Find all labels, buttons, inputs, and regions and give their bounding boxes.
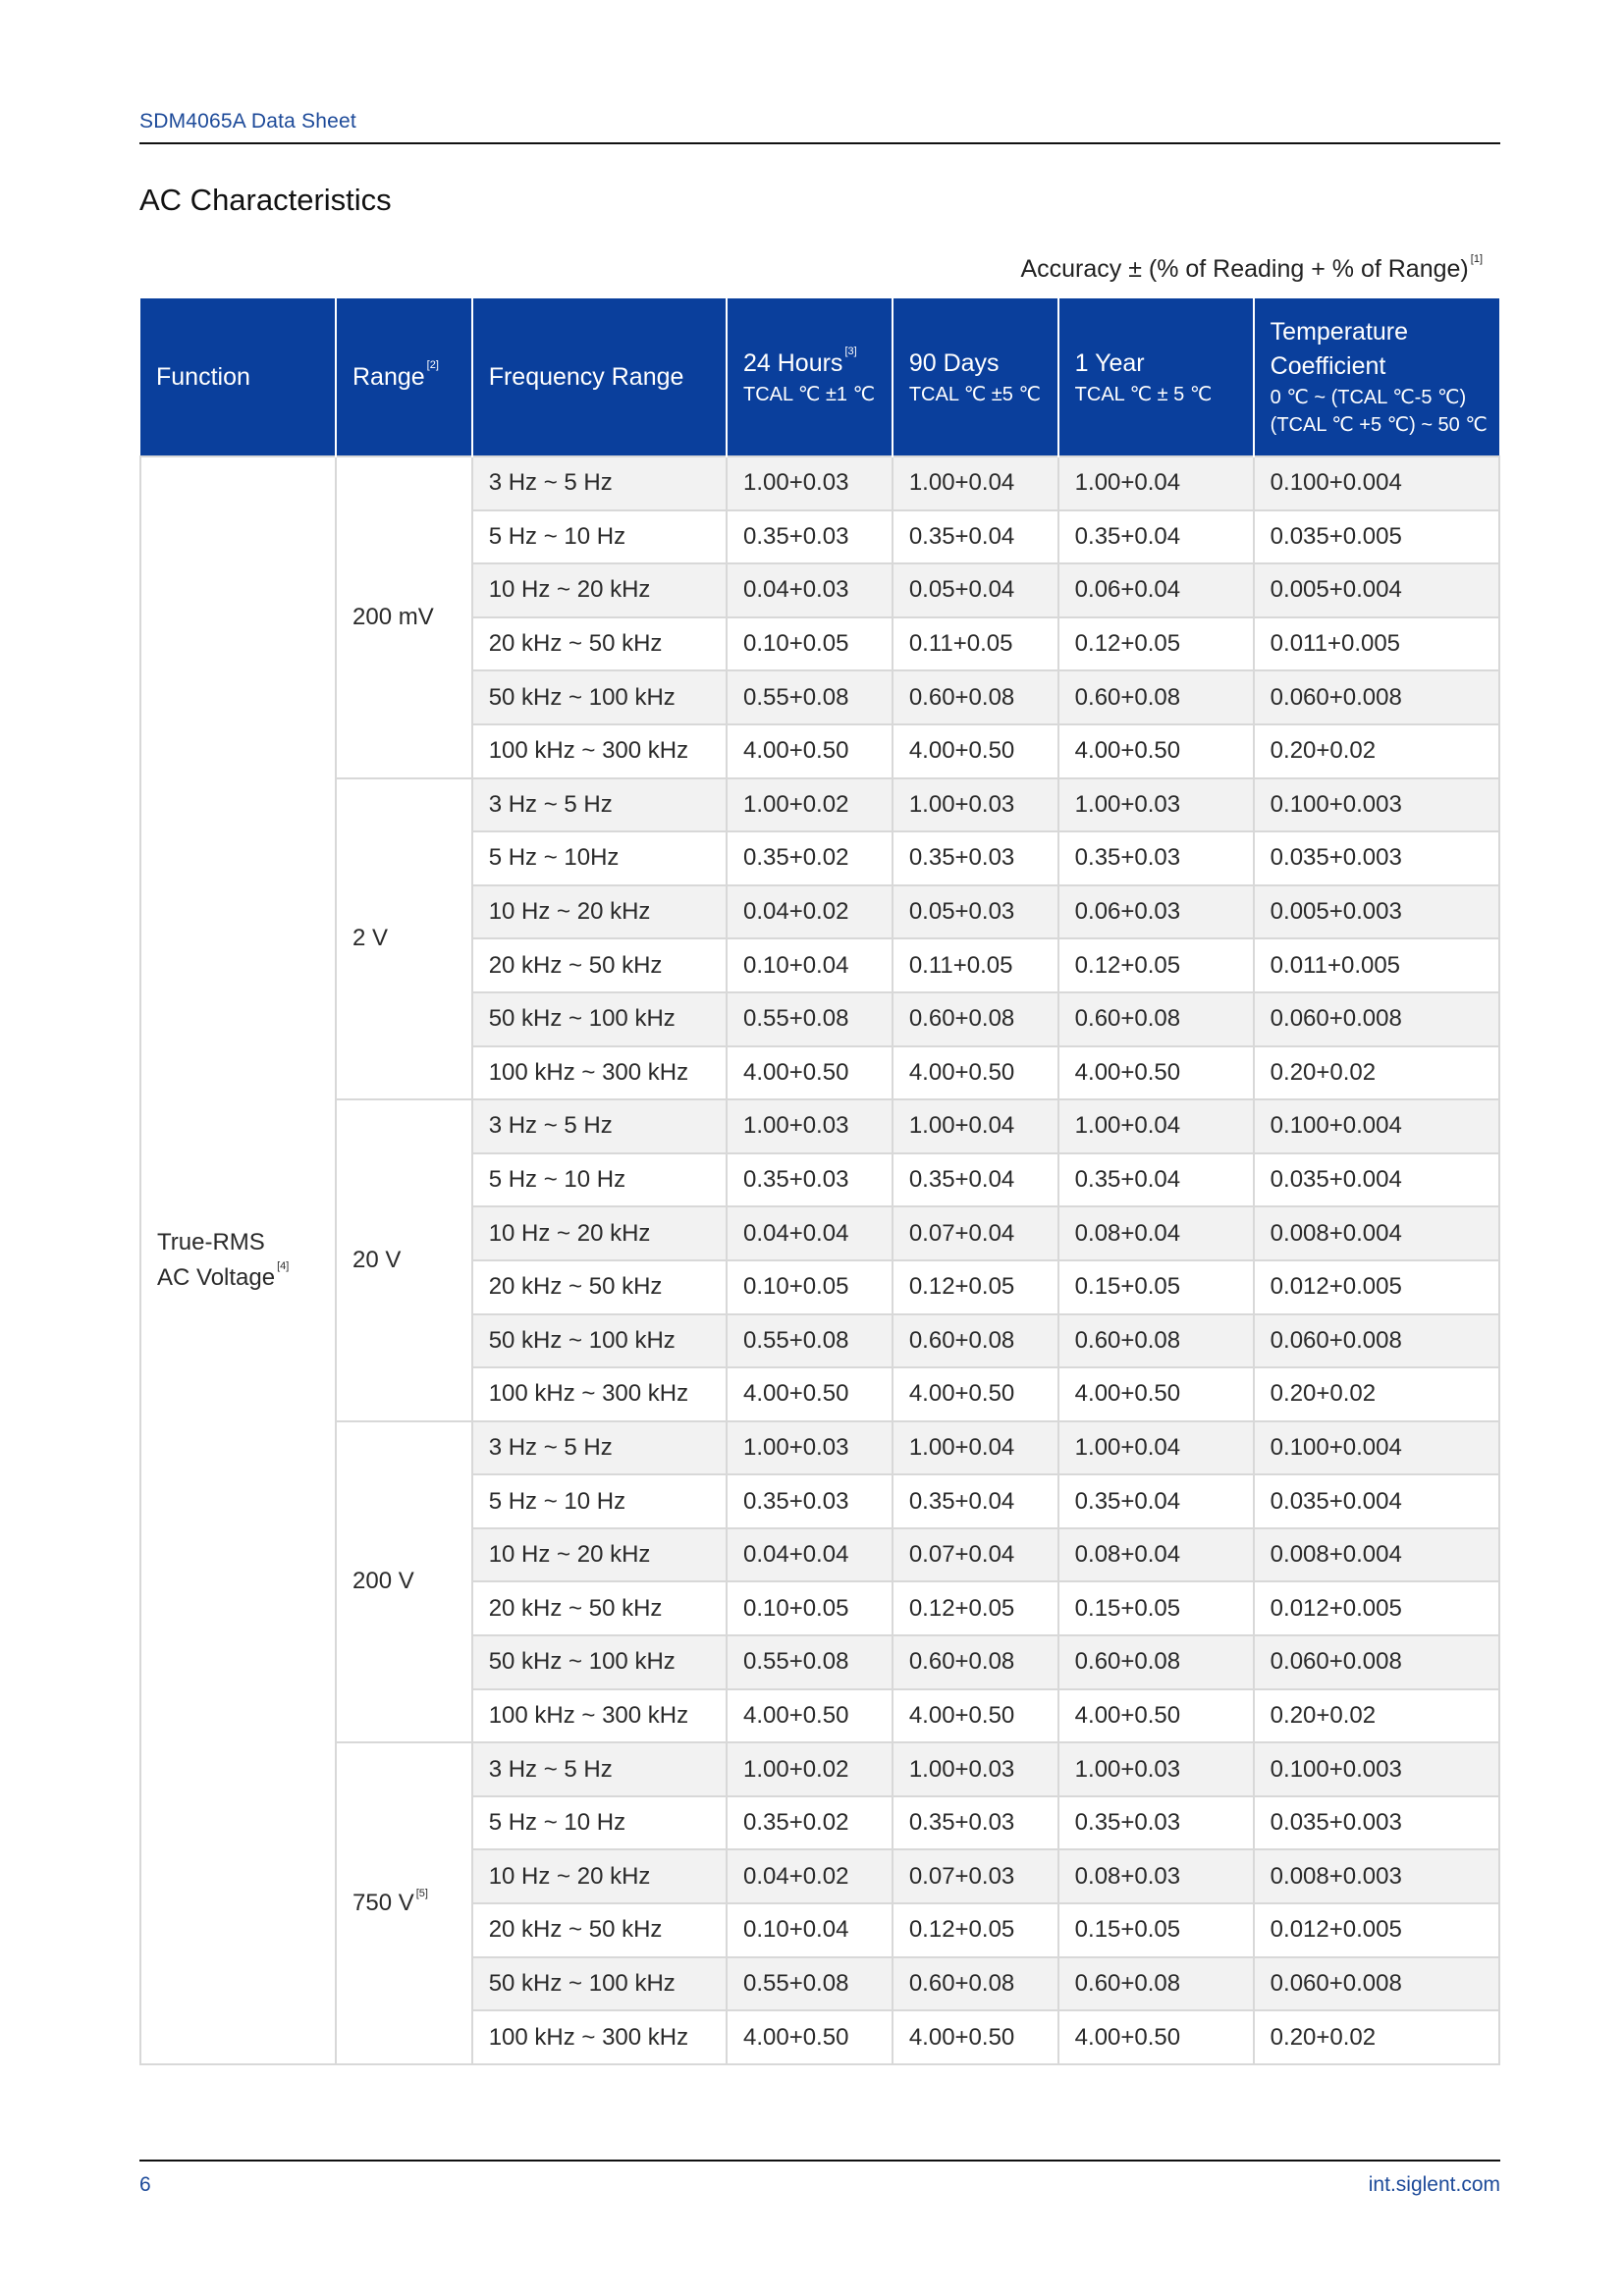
accuracy-1y-cell: 0.15+0.05 xyxy=(1058,1260,1254,1314)
temp-coefficient-cell: 0.100+0.003 xyxy=(1254,778,1499,832)
accuracy-90d-cell: 1.00+0.04 xyxy=(893,1099,1058,1153)
temp-coefficient-cell: 0.060+0.008 xyxy=(1254,1957,1499,2011)
table-row xyxy=(140,1742,1499,1796)
document-header-title: SDM4065A Data Sheet xyxy=(139,110,356,133)
temp-coefficient-cell: 0.20+0.02 xyxy=(1254,1046,1499,1100)
accuracy-24h-cell: 0.04+0.04 xyxy=(727,1206,893,1260)
accuracy-1y-cell: 0.35+0.04 xyxy=(1058,1153,1254,1207)
frequency-range-cell: 5 Hz ~ 10 Hz xyxy=(472,1796,727,1850)
accuracy-90d-cell: 0.35+0.04 xyxy=(893,1153,1058,1207)
accuracy-1y-cell: 0.35+0.03 xyxy=(1058,1796,1254,1850)
temp-coefficient-cell: 0.060+0.008 xyxy=(1254,670,1499,724)
range-label: 2 V xyxy=(352,925,389,952)
frequency-range-cell: 5 Hz ~ 10 Hz xyxy=(472,1474,727,1528)
accuracy-24h-cell: 0.35+0.03 xyxy=(727,1474,893,1528)
temp-coefficient-cell: 0.100+0.004 xyxy=(1254,456,1499,510)
accuracy-1y-cell: 1.00+0.03 xyxy=(1058,778,1254,832)
header-label: Frequency Range xyxy=(488,362,684,391)
frequency-range-cell: 50 kHz ~ 100 kHz xyxy=(472,1957,727,2011)
accuracy-24h-cell: 4.00+0.50 xyxy=(727,2010,893,2064)
accuracy-90d-cell: 0.35+0.04 xyxy=(893,510,1058,564)
accuracy-90d-cell: 0.60+0.08 xyxy=(893,1635,1058,1689)
footer-website: int.siglent.com xyxy=(1368,2173,1500,2196)
accuracy-1y-cell: 0.06+0.03 xyxy=(1058,885,1254,939)
accuracy-1y-cell: 0.15+0.05 xyxy=(1058,1581,1254,1635)
accuracy-90d-cell: 0.60+0.08 xyxy=(893,1314,1058,1368)
header-90-days xyxy=(893,298,1058,456)
accuracy-24h-cell: 0.04+0.02 xyxy=(727,1849,893,1903)
accuracy-90d-cell: 0.12+0.05 xyxy=(893,1260,1058,1314)
temp-coefficient-cell: 0.012+0.005 xyxy=(1254,1903,1499,1957)
temp-coefficient-cell: 0.100+0.003 xyxy=(1254,1742,1499,1796)
accuracy-1y-cell: 0.08+0.04 xyxy=(1058,1206,1254,1260)
accuracy-90d-cell: 0.60+0.08 xyxy=(893,992,1058,1046)
range-cell xyxy=(336,456,472,778)
frequency-range-cell: 10 Hz ~ 20 kHz xyxy=(472,1206,727,1260)
frequency-range-cell: 20 kHz ~ 50 kHz xyxy=(472,617,727,671)
header-function xyxy=(140,298,336,456)
range-cell xyxy=(336,1742,472,2064)
range-cell xyxy=(336,778,472,1100)
frequency-range-cell: 50 kHz ~ 100 kHz xyxy=(472,1635,727,1689)
frequency-range-cell: 50 kHz ~ 100 kHz xyxy=(472,992,727,1046)
accuracy-24h-cell: 0.55+0.08 xyxy=(727,1314,893,1368)
accuracy-1y-cell: 0.60+0.08 xyxy=(1058,1314,1254,1368)
frequency-range-cell: 50 kHz ~ 100 kHz xyxy=(472,670,727,724)
accuracy-24h-cell: 0.55+0.08 xyxy=(727,992,893,1046)
frequency-range-cell: 100 kHz ~ 300 kHz xyxy=(472,1046,727,1100)
accuracy-note-footnote: [1] xyxy=(1470,253,1483,265)
accuracy-90d-cell: 0.05+0.04 xyxy=(893,563,1058,617)
accuracy-24h-cell: 4.00+0.50 xyxy=(727,724,893,778)
accuracy-24h-cell: 0.10+0.04 xyxy=(727,938,893,992)
temp-coefficient-cell: 0.20+0.02 xyxy=(1254,1367,1499,1421)
accuracy-1y-cell: 4.00+0.50 xyxy=(1058,2010,1254,2064)
accuracy-24h-cell: 0.10+0.05 xyxy=(727,1260,893,1314)
accuracy-24h-cell: 0.04+0.04 xyxy=(727,1528,893,1582)
accuracy-24h-cell: 4.00+0.50 xyxy=(727,1367,893,1421)
accuracy-24h-cell: 0.10+0.04 xyxy=(727,1903,893,1957)
frequency-range-cell: 10 Hz ~ 20 kHz xyxy=(472,563,727,617)
header-temperature-coefficient xyxy=(1254,298,1499,456)
frequency-range-cell: 5 Hz ~ 10 Hz xyxy=(472,510,727,564)
accuracy-90d-cell: 0.11+0.05 xyxy=(893,617,1058,671)
accuracy-1y-cell: 4.00+0.50 xyxy=(1058,724,1254,778)
temp-coefficient-cell: 0.005+0.003 xyxy=(1254,885,1499,939)
accuracy-90d-cell: 1.00+0.03 xyxy=(893,778,1058,832)
temp-coefficient-cell: 0.060+0.008 xyxy=(1254,1635,1499,1689)
header-24-hours xyxy=(727,298,893,456)
temp-coefficient-cell: 0.005+0.004 xyxy=(1254,563,1499,617)
header-divider xyxy=(139,142,1500,144)
accuracy-24h-cell: 1.00+0.03 xyxy=(727,1099,893,1153)
range-label: 750 V xyxy=(352,1890,414,1917)
frequency-range-cell: 50 kHz ~ 100 kHz xyxy=(472,1314,727,1368)
ac-characteristics-table xyxy=(139,298,1500,2065)
function-label-line1: True-RMS xyxy=(157,1228,265,1255)
accuracy-90d-cell: 4.00+0.50 xyxy=(893,1046,1058,1100)
table-body xyxy=(140,456,1499,2064)
header-label: 1 Year xyxy=(1074,348,1145,377)
function-footnote: [4] xyxy=(277,1259,290,1272)
frequency-range-cell: 100 kHz ~ 300 kHz xyxy=(472,724,727,778)
temp-coefficient-cell: 0.060+0.008 xyxy=(1254,1314,1499,1368)
temp-coefficient-cell: 0.035+0.003 xyxy=(1254,831,1499,885)
accuracy-90d-cell: 0.12+0.05 xyxy=(893,1581,1058,1635)
header-frequency-range xyxy=(472,298,727,456)
accuracy-note xyxy=(1020,255,1483,284)
accuracy-1y-cell: 0.12+0.05 xyxy=(1058,938,1254,992)
frequency-range-cell: 10 Hz ~ 20 kHz xyxy=(472,1528,727,1582)
frequency-range-cell: 5 Hz ~ 10 Hz xyxy=(472,1153,727,1207)
temp-coefficient-cell: 0.20+0.02 xyxy=(1254,1689,1499,1743)
accuracy-90d-cell: 0.07+0.03 xyxy=(893,1849,1058,1903)
frequency-range-cell: 100 kHz ~ 300 kHz xyxy=(472,1367,727,1421)
accuracy-24h-cell: 1.00+0.03 xyxy=(727,1421,893,1475)
temp-coefficient-cell: 0.100+0.004 xyxy=(1254,1421,1499,1475)
section-title: AC Characteristics xyxy=(139,183,392,217)
accuracy-24h-cell: 0.10+0.05 xyxy=(727,1581,893,1635)
frequency-range-cell: 5 Hz ~ 10Hz xyxy=(472,831,727,885)
accuracy-24h-cell: 1.00+0.03 xyxy=(727,456,893,510)
range-cell xyxy=(336,1099,472,1421)
frequency-range-cell: 20 kHz ~ 50 kHz xyxy=(472,938,727,992)
temp-coefficient-cell: 0.20+0.02 xyxy=(1254,2010,1499,2064)
accuracy-1y-cell: 4.00+0.50 xyxy=(1058,1046,1254,1100)
range-label: 200 V xyxy=(352,1568,414,1595)
footer-divider xyxy=(139,2160,1500,2162)
accuracy-1y-cell: 0.35+0.04 xyxy=(1058,510,1254,564)
frequency-range-cell: 100 kHz ~ 300 kHz xyxy=(472,1689,727,1743)
accuracy-1y-cell: 0.08+0.04 xyxy=(1058,1528,1254,1582)
accuracy-note-text: Accuracy ± (% of Reading + % of Range) xyxy=(1020,255,1469,283)
accuracy-1y-cell: 0.60+0.08 xyxy=(1058,670,1254,724)
page-number: 6 xyxy=(139,2173,151,2196)
accuracy-90d-cell: 1.00+0.04 xyxy=(893,456,1058,510)
accuracy-1y-cell: 1.00+0.03 xyxy=(1058,1742,1254,1796)
temp-coefficient-cell: 0.008+0.004 xyxy=(1254,1206,1499,1260)
header-1-year xyxy=(1058,298,1254,456)
accuracy-90d-cell: 4.00+0.50 xyxy=(893,1689,1058,1743)
table-row xyxy=(140,456,1499,510)
accuracy-24h-cell: 0.55+0.08 xyxy=(727,670,893,724)
accuracy-90d-cell: 0.35+0.04 xyxy=(893,1474,1058,1528)
table-row xyxy=(140,778,1499,832)
function-cell xyxy=(140,456,336,2064)
accuracy-90d-cell: 0.35+0.03 xyxy=(893,831,1058,885)
accuracy-1y-cell: 0.35+0.03 xyxy=(1058,831,1254,885)
frequency-range-cell: 3 Hz ~ 5 Hz xyxy=(472,778,727,832)
accuracy-1y-cell: 4.00+0.50 xyxy=(1058,1689,1254,1743)
accuracy-90d-cell: 0.35+0.03 xyxy=(893,1796,1058,1850)
accuracy-24h-cell: 0.04+0.03 xyxy=(727,563,893,617)
accuracy-1y-cell: 0.35+0.04 xyxy=(1058,1474,1254,1528)
accuracy-24h-cell: 0.35+0.03 xyxy=(727,1153,893,1207)
accuracy-1y-cell: 0.12+0.05 xyxy=(1058,617,1254,671)
accuracy-90d-cell: 1.00+0.04 xyxy=(893,1421,1058,1475)
accuracy-1y-cell: 1.00+0.04 xyxy=(1058,1421,1254,1475)
function-label-line2: AC Voltage xyxy=(157,1263,276,1291)
frequency-range-cell: 3 Hz ~ 5 Hz xyxy=(472,1099,727,1153)
frequency-range-cell: 20 kHz ~ 50 kHz xyxy=(472,1903,727,1957)
header-label: 24 Hours xyxy=(742,348,843,377)
header-footnote: [3] xyxy=(844,345,857,357)
accuracy-90d-cell: 0.07+0.04 xyxy=(893,1528,1058,1582)
range-label: 200 mV xyxy=(352,603,434,630)
accuracy-90d-cell: 0.60+0.08 xyxy=(893,670,1058,724)
accuracy-90d-cell: 4.00+0.50 xyxy=(893,724,1058,778)
frequency-range-cell: 100 kHz ~ 300 kHz xyxy=(472,2010,727,2064)
accuracy-1y-cell: 0.60+0.08 xyxy=(1058,992,1254,1046)
temp-coefficient-cell: 0.100+0.004 xyxy=(1254,1099,1499,1153)
frequency-range-cell: 20 kHz ~ 50 kHz xyxy=(472,1260,727,1314)
accuracy-1y-cell: 1.00+0.04 xyxy=(1058,1099,1254,1153)
frequency-range-cell: 10 Hz ~ 20 kHz xyxy=(472,885,727,939)
header-label: Function xyxy=(156,362,250,391)
range-footnote: [5] xyxy=(415,1888,428,1900)
accuracy-24h-cell: 0.55+0.08 xyxy=(727,1957,893,2011)
accuracy-90d-cell: 4.00+0.50 xyxy=(893,2010,1058,2064)
temp-coefficient-cell: 0.011+0.005 xyxy=(1254,617,1499,671)
temp-coefficient-cell: 0.008+0.004 xyxy=(1254,1528,1499,1582)
frequency-range-cell: 3 Hz ~ 5 Hz xyxy=(472,1421,727,1475)
temp-coefficient-cell: 0.012+0.005 xyxy=(1254,1260,1499,1314)
range-cell xyxy=(336,1421,472,1743)
accuracy-24h-cell: 4.00+0.50 xyxy=(727,1689,893,1743)
temp-coefficient-cell: 0.011+0.005 xyxy=(1254,938,1499,992)
accuracy-1y-cell: 0.08+0.03 xyxy=(1058,1849,1254,1903)
accuracy-90d-cell: 4.00+0.50 xyxy=(893,1367,1058,1421)
accuracy-1y-cell: 0.15+0.05 xyxy=(1058,1903,1254,1957)
temp-coefficient-cell: 0.035+0.003 xyxy=(1254,1796,1499,1850)
header-sublabel: (TCAL ℃ +5 ℃) ~ 50 ℃ xyxy=(1270,414,1488,436)
header-sublabel: 0 ℃ ~ (TCAL ℃-5 ℃) xyxy=(1270,387,1467,408)
header-range xyxy=(336,298,472,456)
header-sublabel: TCAL ℃ ± 5 ℃ xyxy=(1074,383,1213,405)
frequency-range-cell: 3 Hz ~ 5 Hz xyxy=(472,456,727,510)
temp-coefficient-cell: 0.035+0.005 xyxy=(1254,510,1499,564)
accuracy-90d-cell: 0.12+0.05 xyxy=(893,1903,1058,1957)
header-label: Temperature Coefficient xyxy=(1270,318,1409,380)
header-label: Range xyxy=(352,362,425,391)
accuracy-24h-cell: 1.00+0.02 xyxy=(727,1742,893,1796)
temp-coefficient-cell: 0.035+0.004 xyxy=(1254,1474,1499,1528)
accuracy-1y-cell: 0.06+0.04 xyxy=(1058,563,1254,617)
accuracy-24h-cell: 1.00+0.02 xyxy=(727,778,893,832)
accuracy-24h-cell: 4.00+0.50 xyxy=(727,1046,893,1100)
accuracy-90d-cell: 1.00+0.03 xyxy=(893,1742,1058,1796)
temp-coefficient-cell: 0.008+0.003 xyxy=(1254,1849,1499,1903)
temp-coefficient-cell: 0.20+0.02 xyxy=(1254,724,1499,778)
accuracy-24h-cell: 0.35+0.02 xyxy=(727,831,893,885)
accuracy-24h-cell: 0.04+0.02 xyxy=(727,885,893,939)
header-footnote: [2] xyxy=(426,358,439,371)
frequency-range-cell: 3 Hz ~ 5 Hz xyxy=(472,1742,727,1796)
accuracy-90d-cell: 0.11+0.05 xyxy=(893,938,1058,992)
table-row xyxy=(140,1421,1499,1475)
frequency-range-cell: 20 kHz ~ 50 kHz xyxy=(472,1581,727,1635)
accuracy-24h-cell: 0.55+0.08 xyxy=(727,1635,893,1689)
temp-coefficient-cell: 0.035+0.004 xyxy=(1254,1153,1499,1207)
header-label: 90 Days xyxy=(908,348,1000,377)
accuracy-24h-cell: 0.10+0.05 xyxy=(727,617,893,671)
header-sublabel: TCAL ℃ ±1 ℃ xyxy=(742,383,876,405)
accuracy-90d-cell: 0.05+0.03 xyxy=(893,885,1058,939)
header-sublabel: TCAL ℃ ±5 ℃ xyxy=(908,383,1041,405)
accuracy-1y-cell: 4.00+0.50 xyxy=(1058,1367,1254,1421)
accuracy-1y-cell: 0.60+0.08 xyxy=(1058,1957,1254,2011)
table-row xyxy=(140,1099,1499,1153)
accuracy-24h-cell: 0.35+0.02 xyxy=(727,1796,893,1850)
table-header-row xyxy=(140,298,1499,456)
accuracy-90d-cell: 0.07+0.04 xyxy=(893,1206,1058,1260)
temp-coefficient-cell: 0.060+0.008 xyxy=(1254,992,1499,1046)
accuracy-1y-cell: 1.00+0.04 xyxy=(1058,456,1254,510)
range-label: 20 V xyxy=(352,1246,402,1273)
accuracy-1y-cell: 0.60+0.08 xyxy=(1058,1635,1254,1689)
accuracy-24h-cell: 0.35+0.03 xyxy=(727,510,893,564)
frequency-range-cell: 10 Hz ~ 20 kHz xyxy=(472,1849,727,1903)
accuracy-90d-cell: 0.60+0.08 xyxy=(893,1957,1058,2011)
temp-coefficient-cell: 0.012+0.005 xyxy=(1254,1581,1499,1635)
